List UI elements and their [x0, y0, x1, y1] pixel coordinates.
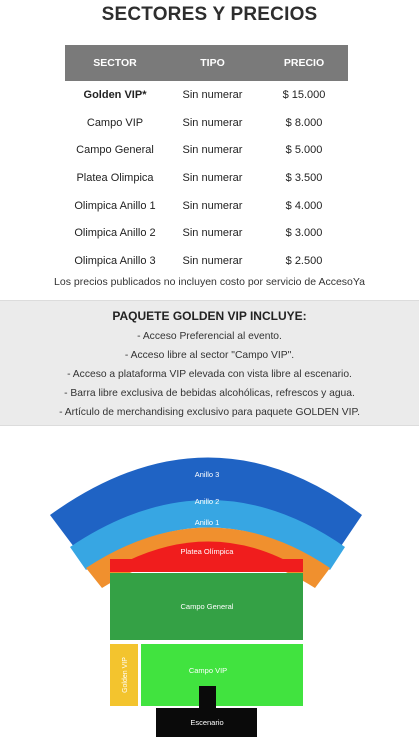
header-precio: PRECIO [260, 45, 348, 81]
sector-platea-olimpica-body[interactable] [110, 559, 303, 572]
sector-platea-olimpica-label: Platea Olímpica [180, 547, 234, 556]
golden-vip-package [0, 300, 419, 426]
row-tipo: Sin numerar [182, 254, 243, 267]
package-title: PAQUETE GOLDEN VIP INCLUYE: [112, 309, 307, 323]
row-tipo: Sin numerar [182, 199, 243, 212]
table-header-row [65, 45, 348, 81]
row-tipo: Sin numerar [182, 171, 243, 184]
stage-runway [199, 686, 216, 710]
list-item: - Acceso libre al sector "Campo VIP". [124, 350, 295, 361]
row-precio: $ 2.500 [285, 254, 323, 267]
row-sector: Campo VIP [86, 116, 144, 129]
venue-map [0, 425, 419, 756]
sector-anillo-2-label: Anillo 2 [194, 497, 220, 506]
row-sector: Olimpica Anillo 2 [74, 227, 156, 240]
table-row [65, 136, 348, 164]
price-table [65, 45, 348, 275]
list-item: - Acceso Preferencial al evento. [137, 331, 282, 342]
row-precio: $ 3.000 [285, 227, 323, 240]
row-sector: Olimpica Anillo 3 [74, 254, 156, 267]
row-sector: Platea Olimpica [76, 171, 154, 184]
table-row [65, 219, 348, 247]
table-row [65, 164, 348, 192]
table-row [65, 81, 348, 109]
row-sector: Golden VIP* [83, 88, 147, 101]
row-precio: $ 8.000 [285, 116, 323, 129]
header-sector: SECTOR [65, 45, 165, 81]
package-list [0, 327, 419, 422]
sector-campo-vip-label: Campo VIP [188, 666, 228, 675]
row-sector: Campo General [76, 144, 154, 157]
table-row [65, 247, 348, 275]
list-item: - Barra libre exclusiva de bebidas alcohólicas, refrescos y agua. [64, 388, 355, 399]
row-precio: $ 15.000 [282, 88, 326, 101]
row-precio: $ 5.000 [285, 144, 323, 157]
list-item: - Acceso a plataforma VIP elevada con vista libre al escenario. [67, 369, 352, 380]
sector-campo-vip[interactable] [141, 644, 303, 706]
row-tipo: Sin numerar [182, 116, 243, 129]
row-sector: Olimpica Anillo 1 [74, 199, 156, 212]
sector-campo-general-label: Campo General [180, 602, 234, 611]
header-tipo: TIPO [165, 45, 260, 81]
price-disclaimer: Los precios publicados no incluyen costo por servicio de AccesoYa [54, 276, 365, 288]
row-tipo: Sin numerar [182, 144, 243, 157]
stage-label: Escenario [190, 718, 224, 727]
row-tipo: Sin numerar [182, 88, 243, 101]
table-row [65, 109, 348, 137]
sector-anillo-1-label: Anillo 1 [194, 518, 220, 527]
sector-golden-vip-label: Golden VIP [122, 657, 129, 693]
row-precio: $ 3.500 [285, 171, 323, 184]
row-precio: $ 4.000 [285, 199, 323, 212]
row-tipo: Sin numerar [182, 227, 243, 240]
list-item: - Artículo de merchandising exclusivo para paquete GOLDEN VIP. [59, 407, 360, 418]
sector-anillo-3-label: Anillo 3 [194, 470, 220, 479]
page-title: SECTORES Y PRECIOS [101, 4, 318, 25]
table-row [65, 192, 348, 220]
